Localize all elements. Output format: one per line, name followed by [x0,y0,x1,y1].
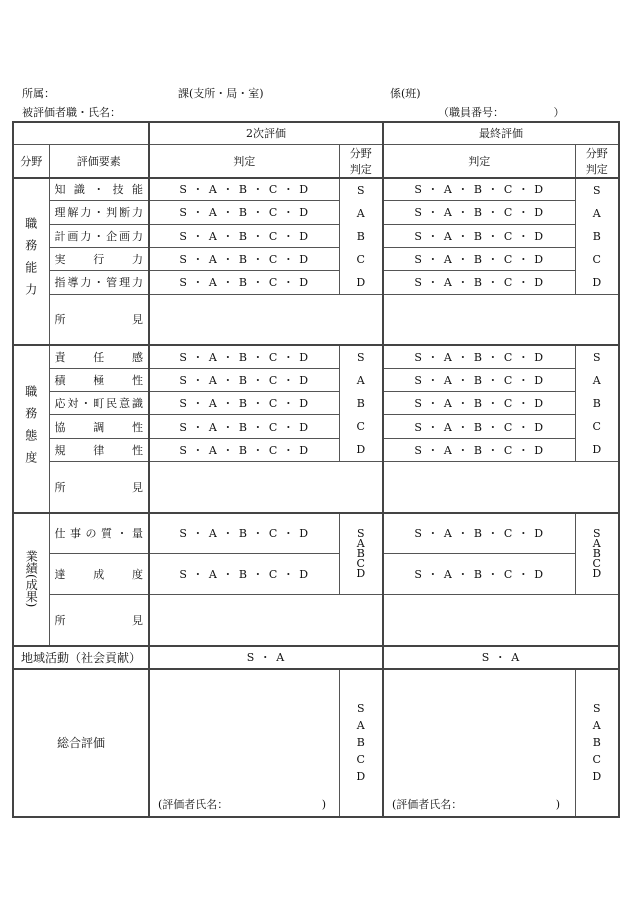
field-grade-column[interactable]: S A B C D [339,178,383,295]
field-judgement-line2: 判定 [349,162,372,176]
second-eval-header: 2次評価 [149,122,383,144]
grade-choice[interactable]: S ・ A ・ B ・ C ・ D [149,345,339,368]
grade-choice[interactable]: S ・ A ・ B ・ C ・ D [383,392,575,415]
final-field-judgement-header [575,144,619,178]
final-community-grade[interactable]: S ・ A [383,646,619,669]
grade-choice[interactable]: S ・ A ・ B ・ C ・ D [383,513,575,554]
final-field-grade-column[interactable]: S A B C D [575,178,619,295]
grade-choice[interactable]: S ・ A ・ B ・ C ・ D [383,201,575,224]
element-label: 指導力・管理力 [49,271,149,294]
grade-choice[interactable]: S ・ A ・ B ・ C ・ D [149,247,339,270]
comment-label: 所見 [49,462,149,513]
final-field-judgement-line2: 判定 [585,162,608,176]
section-label: 課(支所・局・室) [178,87,264,100]
final-field-grade-column[interactable]: S A B C D [575,345,619,462]
grade-choice[interactable]: S ・ A ・ B ・ C ・ D [149,554,339,595]
grade-choice[interactable]: S ・ A ・ B ・ C ・ D [383,345,575,368]
final-eval-header: 最終評価 [383,122,619,144]
grade-choice[interactable]: S ・ A ・ B ・ C ・ D [383,247,575,270]
comment-label: 所見 [49,595,149,646]
grade-choice[interactable]: S ・ A ・ B ・ C ・ D [149,224,339,247]
field-grade-column[interactable]: S A B C D [339,345,383,462]
evaluation-table [12,121,620,818]
community-label: 地域活動（社会貢献） [13,646,149,669]
judgement-header: 判定 [149,144,339,178]
elements-header: 評価要素 [49,144,149,178]
element-label: 仕事の質・量 [49,513,149,554]
final-evaluator-signature[interactable]: (評価者氏名： ) [392,797,561,811]
final-judgement-header: 判定 [383,144,575,178]
community-grade[interactable]: S ・ A [149,646,383,669]
overall-eval-area[interactable] [149,669,339,817]
element-label: 積極性 [49,368,149,391]
evaluator-signature[interactable]: (評価者氏名： ) [158,797,327,811]
staff-number-label: （職員番号： ） [438,106,565,119]
final-overall-grade-column[interactable]: S A B C D [575,669,619,817]
affiliation-label: 所属： [22,87,55,100]
element-label: 達成度 [49,554,149,595]
final-comment-field[interactable] [383,595,619,646]
evaluatee-label: 被評価者職・氏名： [22,106,121,119]
element-label: 応対・町民意識 [49,392,149,415]
field-judgement-line1: 分野 [349,146,372,160]
grade-choice[interactable]: S ・ A ・ B ・ C ・ D [149,201,339,224]
grade-choice[interactable]: S ・ A ・ B ・ C ・ D [383,178,575,201]
grade-choice[interactable]: S ・ A ・ B ・ C ・ D [383,415,575,438]
comment-field[interactable] [149,294,383,345]
overall-grade-column[interactable]: S A B C D [339,669,383,817]
final-overall-eval-area[interactable] [383,669,575,817]
grade-choice[interactable]: S ・ A ・ B ・ C ・ D [149,271,339,294]
grade-choice[interactable]: S ・ A ・ B ・ C ・ D [149,392,339,415]
grade-choice[interactable]: S ・ A ・ B ・ C ・ D [383,554,575,595]
element-label: 責任感 [49,345,149,368]
comment-label: 所見 [49,294,149,345]
element-label: 実行力 [49,247,149,270]
ability-section-label: 職務能力 [13,178,49,346]
performance-section-label: 業績(成果) [13,513,49,646]
element-label: 協調性 [49,415,149,438]
final-comment-field[interactable] [383,294,619,345]
final-field-judgement-line1: 分野 [585,146,608,160]
grade-choice[interactable]: S ・ A ・ B ・ C ・ D [149,513,339,554]
grade-choice[interactable]: S ・ A ・ B ・ C ・ D [149,178,339,201]
final-field-grade-column[interactable]: S A B C D [575,513,619,595]
element-label: 理解力・判断力 [49,201,149,224]
overall-label: 総合評価 [13,669,149,817]
element-label: 計画力・企画力 [49,224,149,247]
field-header: 分野 [13,144,49,178]
grade-choice[interactable]: S ・ A ・ B ・ C ・ D [383,368,575,391]
grade-choice[interactable]: S ・ A ・ B ・ C ・ D [383,224,575,247]
field-grade-column[interactable]: S A B C D [339,513,383,595]
comment-field[interactable] [149,462,383,513]
grade-choice[interactable]: S ・ A ・ B ・ C ・ D [149,368,339,391]
grade-choice[interactable]: S ・ A ・ B ・ C ・ D [149,438,339,461]
final-comment-field[interactable] [383,462,619,513]
blank-corner [13,122,149,144]
comment-field[interactable] [149,595,383,646]
unit-label: 係(班) [390,87,421,100]
attitude-section-label: 職務態度 [13,345,49,513]
element-label: 知識・技能 [49,178,149,201]
grade-choice[interactable]: S ・ A ・ B ・ C ・ D [383,438,575,461]
grade-choice[interactable]: S ・ A ・ B ・ C ・ D [149,415,339,438]
element-label: 規律性 [49,438,149,461]
field-judgement-header [339,144,383,178]
grade-choice[interactable]: S ・ A ・ B ・ C ・ D [383,271,575,294]
